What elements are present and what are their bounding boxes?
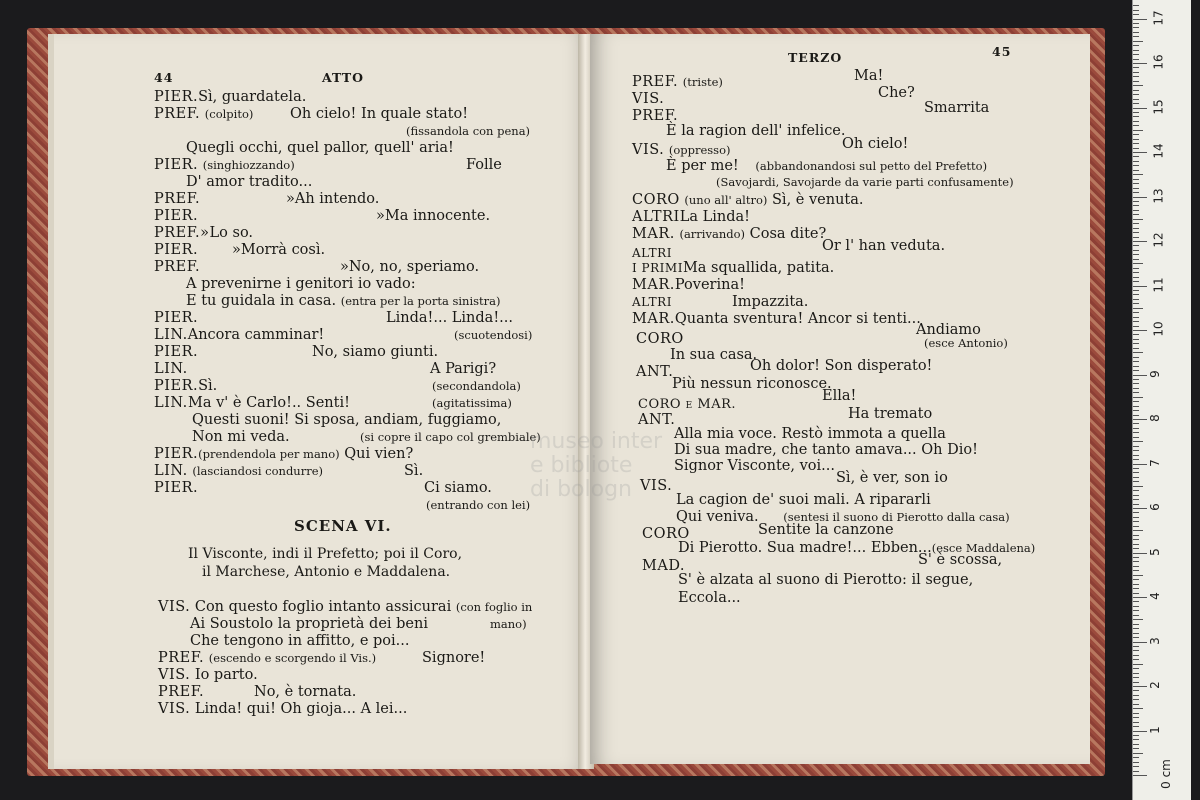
ruler-tick xyxy=(1133,205,1139,206)
ruler-tick xyxy=(1133,695,1139,696)
ruler-tick xyxy=(1133,477,1139,478)
ruler-tick xyxy=(1133,286,1147,287)
ruler-label: 11 xyxy=(1151,276,1166,293)
ruler-tick xyxy=(1133,735,1139,736)
ruler-tick xyxy=(1133,686,1147,687)
ruler-tick xyxy=(1133,67,1139,68)
ruler-tick xyxy=(1133,699,1139,700)
text-line: ALTRI Impazzita. xyxy=(632,294,809,310)
text-line: Qui veniva. (sentesi il suono di Pierotto dalla casa) xyxy=(676,509,1010,525)
ruler-tick xyxy=(1133,490,1139,491)
text-line: Più nessun riconosce. xyxy=(672,376,832,392)
text-line: PIER. (singhiozzando) Folle xyxy=(154,157,502,173)
ruler-tick xyxy=(1133,415,1139,416)
text-line: A prevenirne i genitori io vado: xyxy=(186,276,416,292)
ruler-tick xyxy=(1133,85,1143,86)
ruler-tick xyxy=(1133,41,1143,42)
ruler-tick xyxy=(1133,165,1139,166)
ruler-tick xyxy=(1133,775,1147,776)
ruler-tick xyxy=(1133,36,1139,37)
ruler-tick xyxy=(1133,23,1139,24)
cast-line: Il Visconte, indi il Prefetto; poi il Coro, xyxy=(188,546,463,562)
ruler-tick xyxy=(1133,183,1139,184)
ruler-label: 7 xyxy=(1147,458,1162,467)
ruler-tick xyxy=(1133,5,1139,6)
ruler-tick xyxy=(1133,682,1139,683)
ruler-tick xyxy=(1133,219,1143,220)
scene-title: SCENA VI. xyxy=(294,517,392,535)
ruler-tick xyxy=(1133,406,1139,407)
text-line: MAD. S' è scossa, xyxy=(642,552,1003,574)
ruler-label: 9 xyxy=(1147,369,1162,378)
ruler-tick xyxy=(1133,375,1147,376)
ruler-tick xyxy=(1133,575,1143,576)
running-head: ATTO xyxy=(322,70,365,85)
text-line: LIN. Ma v' è Carlo!.. Senti! (agitatissima) xyxy=(154,395,512,411)
ruler-tick xyxy=(1133,334,1139,335)
ruler-tick xyxy=(1133,99,1139,100)
ruler-tick xyxy=(1133,717,1139,718)
text-line: CORO (esce Antonio) xyxy=(636,331,1008,350)
ruler-tick xyxy=(1133,14,1139,15)
ruler-tick xyxy=(1133,579,1139,580)
ruler-tick xyxy=(1133,766,1139,767)
ruler-tick xyxy=(1133,495,1139,496)
ruler-tick xyxy=(1133,339,1139,340)
ruler-label: 10 xyxy=(1151,321,1166,337)
text-line: Ai Soustolo la proprietà dei beni mano) xyxy=(190,616,527,632)
text-line: PIER.Sì. (secondandola) xyxy=(154,378,521,394)
ruler-tick xyxy=(1133,472,1139,473)
ruler-tick xyxy=(1133,441,1143,442)
text-line: CORO Sentite la canzone xyxy=(642,522,894,542)
ruler-label: 1 xyxy=(1147,725,1162,734)
ruler-label: 15 xyxy=(1151,98,1166,115)
ruler-tick xyxy=(1133,650,1139,651)
ruler-tick xyxy=(1133,10,1139,11)
text-line: PIER. No, siamo giunti. xyxy=(154,344,439,360)
ruler-tick xyxy=(1133,731,1147,732)
ruler-label: 3 xyxy=(1147,636,1162,645)
ruler-tick xyxy=(1133,762,1139,763)
ruler-tick xyxy=(1133,744,1139,745)
ruler-tick xyxy=(1133,486,1143,487)
ruler-tick xyxy=(1133,646,1139,647)
ruler-tick xyxy=(1133,383,1139,384)
cast-line: il Marchese, Antonio e Maddalena. xyxy=(202,564,451,580)
right-page xyxy=(590,34,1090,764)
ruler-tick xyxy=(1133,228,1139,229)
text-line: MAR.Quanta sventura! Ancor si tenti... xyxy=(632,311,921,327)
text-line: VIS. (oppresso) Oh cielo! xyxy=(632,136,909,158)
ruler-tick xyxy=(1133,446,1139,447)
ruler-tick xyxy=(1133,348,1139,349)
ruler-tick xyxy=(1133,397,1143,398)
ruler-label: 14 xyxy=(1151,143,1166,159)
text-line: PIER. Linda!... Linda!... xyxy=(154,310,513,326)
ruler-tick xyxy=(1133,134,1139,135)
ruler-tick xyxy=(1133,593,1139,594)
ruler-tick xyxy=(1133,748,1139,749)
ruler-tick xyxy=(1133,584,1139,585)
ruler-label: 8 xyxy=(1147,414,1162,422)
text-line: CORO e MAR. Ella! xyxy=(638,388,857,412)
ruler-tick xyxy=(1133,263,1143,264)
running-head: TERZO xyxy=(788,50,843,65)
text-line: PIER. Ci siamo. xyxy=(154,480,492,496)
ruler-tick xyxy=(1133,526,1139,527)
text-line: S' è alzata al suono di Pierotto: il segue, xyxy=(678,572,974,588)
ruler-tick xyxy=(1133,757,1139,758)
ruler-tick xyxy=(1133,753,1143,754)
ruler-tick xyxy=(1133,637,1139,638)
ruler-tick xyxy=(1133,312,1139,313)
ruler-tick xyxy=(1133,392,1139,393)
ruler-tick xyxy=(1133,704,1139,705)
ruler-tick xyxy=(1133,112,1139,113)
text-line: LIN. (lasciandosi condurre) Sì. xyxy=(154,463,424,479)
ruler-label: 6 xyxy=(1147,503,1162,511)
ruler-tick xyxy=(1133,50,1139,51)
ruler-tick xyxy=(1133,548,1139,549)
stage-direction: (fissandola con pena) xyxy=(406,124,531,138)
ruler-tick xyxy=(1133,468,1139,469)
ruler-tick xyxy=(1133,624,1139,625)
ruler-tick xyxy=(1133,615,1139,616)
ruler-tick xyxy=(1133,668,1139,669)
ruler-tick xyxy=(1133,188,1139,189)
ruler-tick xyxy=(1133,214,1139,215)
text-line: PREF. »Ah intendo. xyxy=(154,191,380,207)
ruler-tick xyxy=(1133,303,1139,304)
ruler-tick xyxy=(1133,330,1147,331)
ruler-tick xyxy=(1133,241,1147,242)
ruler-tick xyxy=(1133,464,1147,465)
ruler-tick xyxy=(1133,633,1139,634)
ruler-tick xyxy=(1133,326,1139,327)
text-line: Or l' han veduta. xyxy=(822,238,946,254)
ruler-tick xyxy=(1133,690,1139,691)
ruler-tick xyxy=(1133,455,1139,456)
ruler-tick xyxy=(1133,174,1143,175)
ruler-tick xyxy=(1133,655,1139,656)
text-line: ANT. Ha tremato xyxy=(638,406,933,428)
text-line: VIS. Sì, è ver, son io xyxy=(640,470,948,494)
ruler-label: 16 xyxy=(1151,54,1166,70)
ruler-tick xyxy=(1133,597,1147,598)
text-line: ALTRILa Linda! xyxy=(632,209,750,225)
ruler-tick xyxy=(1133,19,1147,20)
ruler-tick xyxy=(1133,370,1139,371)
text-line: La cagion de' suoi mali. A ripararli xyxy=(676,492,931,508)
ruler-tick xyxy=(1133,308,1143,309)
ruler-tick xyxy=(1133,143,1139,144)
text-line: Andiamo xyxy=(916,322,981,338)
text-line: PREF. (triste) Ma! xyxy=(632,68,884,90)
ruler-tick xyxy=(1133,499,1139,500)
ruler-tick xyxy=(1133,103,1139,104)
ruler-tick xyxy=(1133,437,1139,438)
ruler-tick xyxy=(1133,423,1139,424)
text-line: PREF. (escendo e scorgendo il Vis.) Signore! xyxy=(158,650,486,666)
ruler-tick xyxy=(1133,361,1139,362)
text-line: Questi suoni! Si sposa, andiam, fuggiamo, xyxy=(192,412,502,428)
ruler-tick xyxy=(1133,343,1139,344)
ruler-tick xyxy=(1133,659,1139,660)
ruler-tick xyxy=(1133,250,1139,251)
stage-direction: (Savojardi, Savojarde da varie parti confusamente) xyxy=(716,175,1014,189)
ruler-tick xyxy=(1133,121,1139,122)
ruler-tick xyxy=(1133,179,1139,180)
text-line: LIN. A Parigi? xyxy=(154,361,497,377)
text-line: MAR.Poverina! xyxy=(632,277,745,293)
ruler-tick xyxy=(1133,299,1139,300)
ruler-tick xyxy=(1133,553,1147,554)
ruler-tick xyxy=(1133,739,1139,740)
ruler-tick xyxy=(1133,237,1139,238)
ruler-tick xyxy=(1133,268,1139,269)
ruler-tick xyxy=(1133,481,1139,482)
ruler-tick xyxy=(1133,277,1139,278)
text-line: PREF. (colpito) Oh cielo! In quale stato! xyxy=(154,106,469,122)
ruler-tick xyxy=(1133,139,1139,140)
ruler-tick xyxy=(1133,570,1139,571)
left-page xyxy=(48,34,590,769)
text-line: VIS. Io parto. xyxy=(158,667,258,683)
ruler-tick xyxy=(1133,272,1139,273)
ruler-tick xyxy=(1133,108,1147,109)
ruler-tick xyxy=(1133,232,1139,233)
ruler-tick xyxy=(1133,72,1139,73)
ruler-tick xyxy=(1133,708,1143,709)
text-line: È la ragion dell' infelice. xyxy=(666,123,846,139)
page-number: 45 xyxy=(992,44,1012,59)
ruler-tick xyxy=(1133,130,1143,131)
ruler-tick xyxy=(1133,459,1139,460)
ruler-tick xyxy=(1133,504,1139,505)
text-line: Di sua madre, che tanto amava... Oh Dio! xyxy=(674,442,978,458)
text-line: PREF. Smarrita xyxy=(632,100,990,124)
ruler-tick xyxy=(1133,619,1143,620)
ruler-tick xyxy=(1133,379,1139,380)
speaker-label: ALTRI xyxy=(632,246,672,260)
text-line: Signor Visconte, voi... xyxy=(674,458,835,474)
ruler-tick xyxy=(1133,294,1139,295)
ruler-tick xyxy=(1133,259,1139,260)
text-line: Che tengono in affitto, e poi... xyxy=(190,633,410,649)
text-line: VIS. Che? xyxy=(632,85,915,107)
ruler-tick xyxy=(1133,539,1139,540)
library-watermark: museo inter e bibliote di bologn xyxy=(530,429,663,502)
ruler-tick xyxy=(1133,170,1139,171)
ruler-tick xyxy=(1133,535,1139,536)
ruler-tick xyxy=(1133,557,1139,558)
measuring-ruler xyxy=(1132,0,1191,800)
page-number: 44 xyxy=(154,70,174,85)
ruler-tick xyxy=(1133,450,1139,451)
text-line: VIS. Con questo foglio intanto assicurai (con foglio in xyxy=(158,599,533,615)
ruler-label: 17 xyxy=(1151,9,1166,26)
text-line: CORO (uno all' altro) Sì, è venuta. xyxy=(632,192,864,208)
ruler-label: 12 xyxy=(1151,232,1166,248)
text-line: Quegli occhi, quel pallor, quell' aria! xyxy=(186,140,454,156)
ruler-tick xyxy=(1133,254,1139,255)
ruler-tick xyxy=(1133,544,1139,545)
ruler-label: 4 xyxy=(1147,592,1162,600)
ruler-tick xyxy=(1133,610,1139,611)
text-line: PIER. »Ma innocente. xyxy=(154,208,491,224)
text-line: ANT. Oh dolor! Son disperato! xyxy=(636,358,933,380)
text-line: PREF.»Lo so. xyxy=(154,225,254,241)
ruler-tick xyxy=(1133,27,1139,28)
ruler-tick xyxy=(1133,116,1139,117)
ruler-tick xyxy=(1133,317,1139,318)
ruler-tick xyxy=(1133,148,1139,149)
ruler-tick xyxy=(1133,76,1139,77)
text-line: È per me! (abbandonandosi sul petto del Prefetto) xyxy=(666,158,988,174)
ruler-tick xyxy=(1133,45,1139,46)
ruler-tick xyxy=(1133,588,1139,589)
ruler-tick xyxy=(1133,601,1139,602)
ruler-tick xyxy=(1133,352,1143,353)
ruler-tick xyxy=(1133,223,1139,224)
ruler-tick xyxy=(1133,201,1139,202)
text-line: Di Pierotto. Sua madre!... Ebben...(esce Maddalena) xyxy=(678,540,1036,556)
ruler-tick xyxy=(1133,401,1139,402)
text-line: MAR. (arrivando) Cosa dite? xyxy=(632,226,827,242)
ruler-tick xyxy=(1133,59,1139,60)
ruler-tick xyxy=(1133,677,1139,678)
ruler-tick xyxy=(1133,530,1143,531)
text-line: PREF. »No, no, speriamo. xyxy=(154,259,480,275)
text-line: Eccola... xyxy=(678,590,741,606)
text-line: Non mi veda. (si copre il capo col grembiale) xyxy=(192,429,541,445)
ruler-tick xyxy=(1133,419,1147,420)
ruler-tick xyxy=(1133,428,1139,429)
text-line: I PRIMIMa squallida, patita. xyxy=(632,260,835,276)
text-line: PIER. »Morrà così. xyxy=(154,242,326,258)
ruler-tick xyxy=(1133,281,1139,282)
ruler-tick xyxy=(1133,722,1139,723)
text-line: E tu guidala in casa. (entra per la porta sinistra) xyxy=(186,293,501,309)
ruler-tick xyxy=(1133,32,1139,33)
ruler-tick xyxy=(1133,245,1139,246)
text-line: In sua casa. xyxy=(670,347,758,363)
text-line: Alla mia voce. Restò immota a quella xyxy=(674,426,946,442)
ruler-tick xyxy=(1133,357,1139,358)
ruler-tick xyxy=(1133,125,1139,126)
ruler-tick xyxy=(1133,521,1139,522)
ruler-tick xyxy=(1133,290,1139,291)
ruler-tick xyxy=(1133,664,1143,665)
ruler-tick xyxy=(1133,561,1139,562)
ruler-tick xyxy=(1133,566,1139,567)
ruler-label: 2 xyxy=(1147,681,1162,689)
stage-direction: (entrando con lei) xyxy=(426,498,531,512)
ruler-tick xyxy=(1133,94,1139,95)
ruler-tick xyxy=(1133,161,1139,162)
ruler-tick xyxy=(1133,726,1139,727)
text-line: PIER.Sì, guardatela. xyxy=(154,89,307,105)
text-line: PIER.(prendendola per mano) Qui vien? xyxy=(154,446,414,462)
ruler-tick xyxy=(1133,210,1139,211)
text-line: PREF. No, è tornata. xyxy=(158,684,357,700)
ruler-tick xyxy=(1133,771,1139,772)
ruler-tick xyxy=(1133,673,1139,674)
ruler-label: 0 cm xyxy=(1158,759,1173,789)
ruler-tick xyxy=(1133,606,1139,607)
ruler-tick xyxy=(1133,512,1139,513)
ruler-tick xyxy=(1133,388,1139,389)
ruler-tick xyxy=(1133,152,1147,153)
ruler-tick xyxy=(1133,321,1139,322)
ruler-label: 5 xyxy=(1147,547,1162,556)
text-line: D' amor tradito... xyxy=(186,174,313,190)
ruler-tick xyxy=(1133,432,1139,433)
ruler-tick xyxy=(1133,517,1139,518)
ruler-tick xyxy=(1133,410,1139,411)
text-line: LIN.Ancora camminar! (scuotendosi) xyxy=(154,327,533,343)
ruler-tick xyxy=(1133,508,1147,509)
ruler-label: 13 xyxy=(1151,187,1166,204)
ruler-tick xyxy=(1133,90,1139,91)
ruler-tick xyxy=(1133,628,1139,629)
ruler-tick xyxy=(1133,366,1139,367)
ruler-tick xyxy=(1133,54,1139,55)
ruler-tick xyxy=(1133,642,1147,643)
ruler-tick xyxy=(1133,713,1139,714)
ruler-tick xyxy=(1133,197,1147,198)
ruler-tick xyxy=(1133,156,1139,157)
ruler-tick xyxy=(1133,63,1147,64)
ruler-tick xyxy=(1133,81,1139,82)
ruler-tick xyxy=(1133,192,1139,193)
text-line: VIS. Linda! qui! Oh gioja... A lei... xyxy=(158,701,408,717)
